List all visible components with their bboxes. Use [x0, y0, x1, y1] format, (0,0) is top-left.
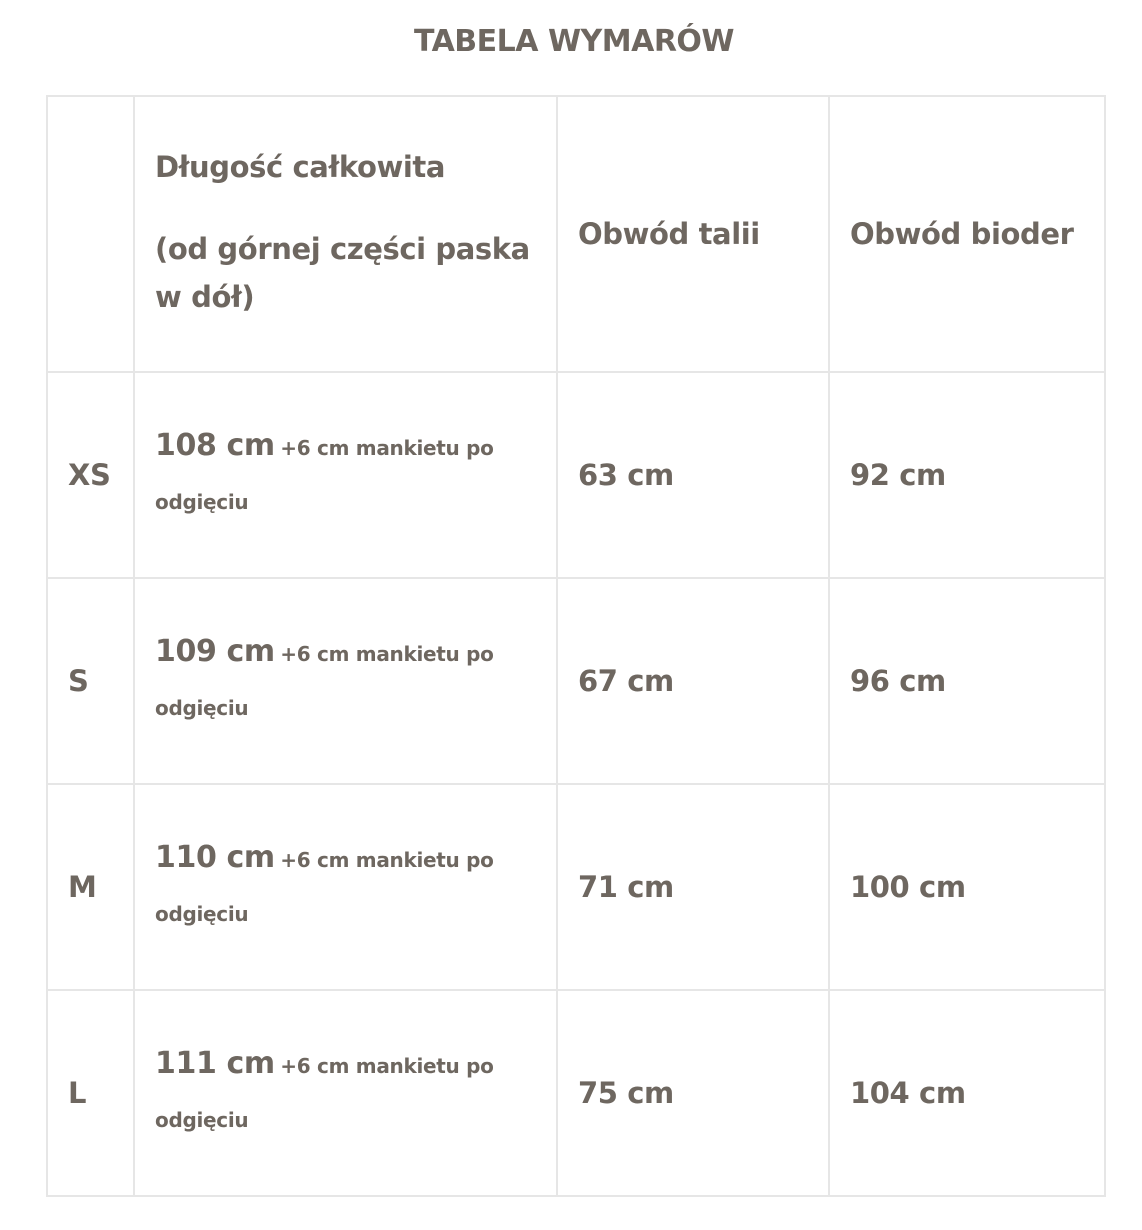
- table-row: [47, 784, 1105, 990]
- table-header-row: [47, 96, 1105, 372]
- size-label: S: [47, 578, 134, 784]
- length-value: 111 cm: [155, 1046, 275, 1081]
- size-chart-table: [46, 95, 1106, 1197]
- length-note: +6 cm mankietu po odgięciu: [155, 436, 494, 514]
- length-note: +6 cm mankietu po odgięciu: [155, 642, 494, 720]
- page-title: TABELA WYMARÓW: [413, 24, 735, 59]
- waist-value: 67 cm: [557, 578, 829, 784]
- waist-value: 71 cm: [557, 784, 829, 990]
- table-row: [47, 578, 1105, 784]
- length-cell: [134, 578, 557, 784]
- length-value: 109 cm: [155, 634, 275, 669]
- length-cell: [134, 372, 557, 578]
- hips-value: 96 cm: [829, 578, 1105, 784]
- length-value: 108 cm: [155, 428, 275, 463]
- header-size: [47, 96, 134, 372]
- hips-value: 100 cm: [829, 784, 1105, 990]
- size-label: L: [47, 990, 134, 1196]
- length-value: 110 cm: [155, 840, 275, 875]
- hips-value: 104 cm: [829, 990, 1105, 1196]
- length-cell: [134, 784, 557, 990]
- size-label: M: [47, 784, 134, 990]
- header-total-length: [134, 96, 557, 372]
- length-cell: [134, 990, 557, 1196]
- table-row: [47, 372, 1105, 578]
- header-total-length-subtitle: (od górnej części paska w dół): [155, 232, 530, 314]
- table-row: [47, 990, 1105, 1196]
- length-note: +6 cm mankietu po odgięciu: [155, 848, 494, 926]
- header-total-length-title: Długość całkowita: [155, 150, 446, 184]
- header-hips: Obwód bioder: [829, 96, 1105, 372]
- hips-value: 92 cm: [829, 372, 1105, 578]
- header-waist: Obwód talii: [557, 96, 829, 372]
- waist-value: 75 cm: [557, 990, 829, 1196]
- waist-value: 63 cm: [557, 372, 829, 578]
- size-label: XS: [47, 372, 134, 578]
- length-note: +6 cm mankietu po odgięciu: [155, 1054, 494, 1132]
